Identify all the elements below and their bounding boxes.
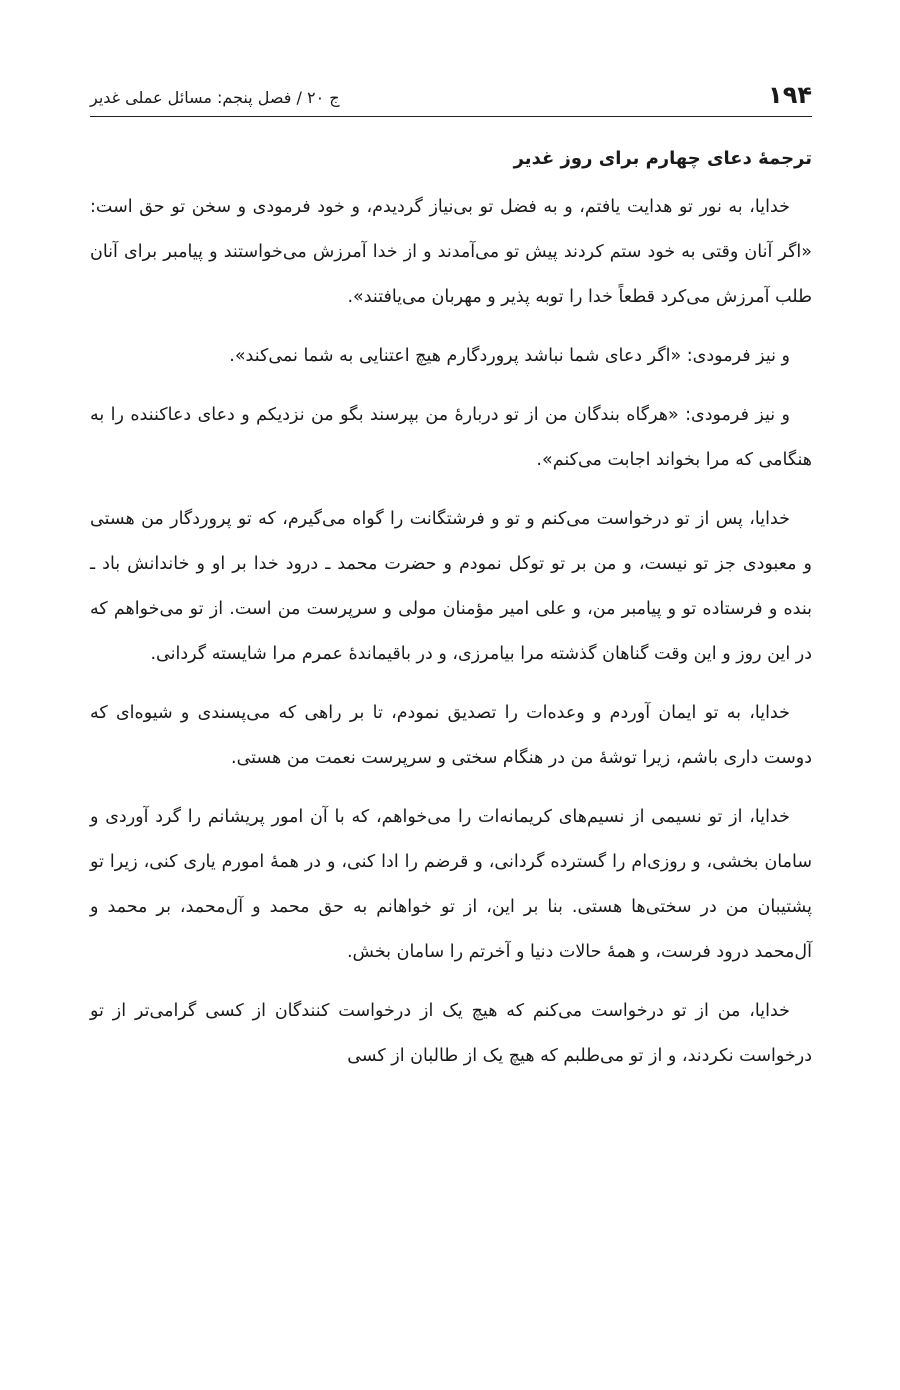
paragraph: خدایا، پس از تو درخواست می‌کنم و تو و فرشتگانت را گواه می‌گیرم، که تو پروردگار من هستی و معبودی جز تو نیست، و من بر تو توکل نمودم و حضرت محمد ـ درود خدا بر او و خاندانش باد ـ بنده و فرستاده تو و پیامبر من، و علی امیر مؤمنان مولی و سرپرست من است. از تو می‌خواهم که در این روز و این وقت گناهان گذشته مرا بیامرزی، و در باقیماندهٔ عمرم مرا شایسته گردانی. [90, 509, 812, 664]
page-number: ۱۹۴ [768, 81, 812, 109]
body-text [90, 185, 812, 1079]
paragraph: و نیز فرمودی: «اگر دعای شما نباشد پروردگارم هیچ اعتنایی به شما نمی‌کند». [229, 346, 790, 366]
paragraph: خدایا، به نور تو هدایت یافتم، و به فضل تو بی‌نیاز گردیدم، و خود فرمودی و سخن تو حق است: «اگر آنان وقتی به خود ستم کردند پیش تو می‌آمدند و از خدا آمرزش می‌خواستند و پیامبر برای آنان طلب آمرزش می‌کرد قطعاً خدا را توبه پذیر و مهربان می‌یافتند». [90, 197, 812, 307]
running-head: ج ۲۰ / فصل پنجم: مسائل عملی غدیر [90, 88, 340, 107]
paragraph: خدایا، به تو ایمان آوردم و وعده‌ات را تصدیق نمودم، تا بر راهی که می‌پسندی و شیوه‌ای که دوست داری باشم، زیرا توشهٔ من در هنگام سختی و سرپرست نعمت من هستی. [90, 703, 812, 768]
section-title: ترجمهٔ دعای چهارم برای روز غدیر [513, 148, 812, 169]
paragraph: خدایا، از تو نسیمی از نسیم‌های کریمانه‌ات را می‌خواهم، که با آن امور پریشانم را گرد آوردی و سامان بخشی، و روزی‌ام را گسترده گردانی، و قرضم را ادا کنی، و در همهٔ امورم یاری کنی، زیرا تو پشتیبان من در سختی‌ها هستی. بنا بر این، از تو خواهانم به حق محمد و آل‌محمد، بر محمد و آل‌محمد درود فرست، و همهٔ حالات دنیا و آخرتم را سامان بخش. [90, 807, 812, 962]
book-page [90, 60, 812, 1093]
paragraph: خدایا، من از تو درخواست می‌کنم که هیچ یک از درخواست کنندگان از کسی گرامی‌تر از تو درخواست نکردند، و از تو می‌طلبم که هیچ یک از طالبان از کسی [90, 1001, 812, 1066]
page-header [90, 60, 812, 117]
paragraph: و نیز فرمودی: «هرگاه بندگان من از تو دربارهٔ من بپرسند بگو من نزدیکم و دعای دعاکننده را به هنگامی که مرا بخواند اجابت می‌کنم». [90, 405, 812, 470]
